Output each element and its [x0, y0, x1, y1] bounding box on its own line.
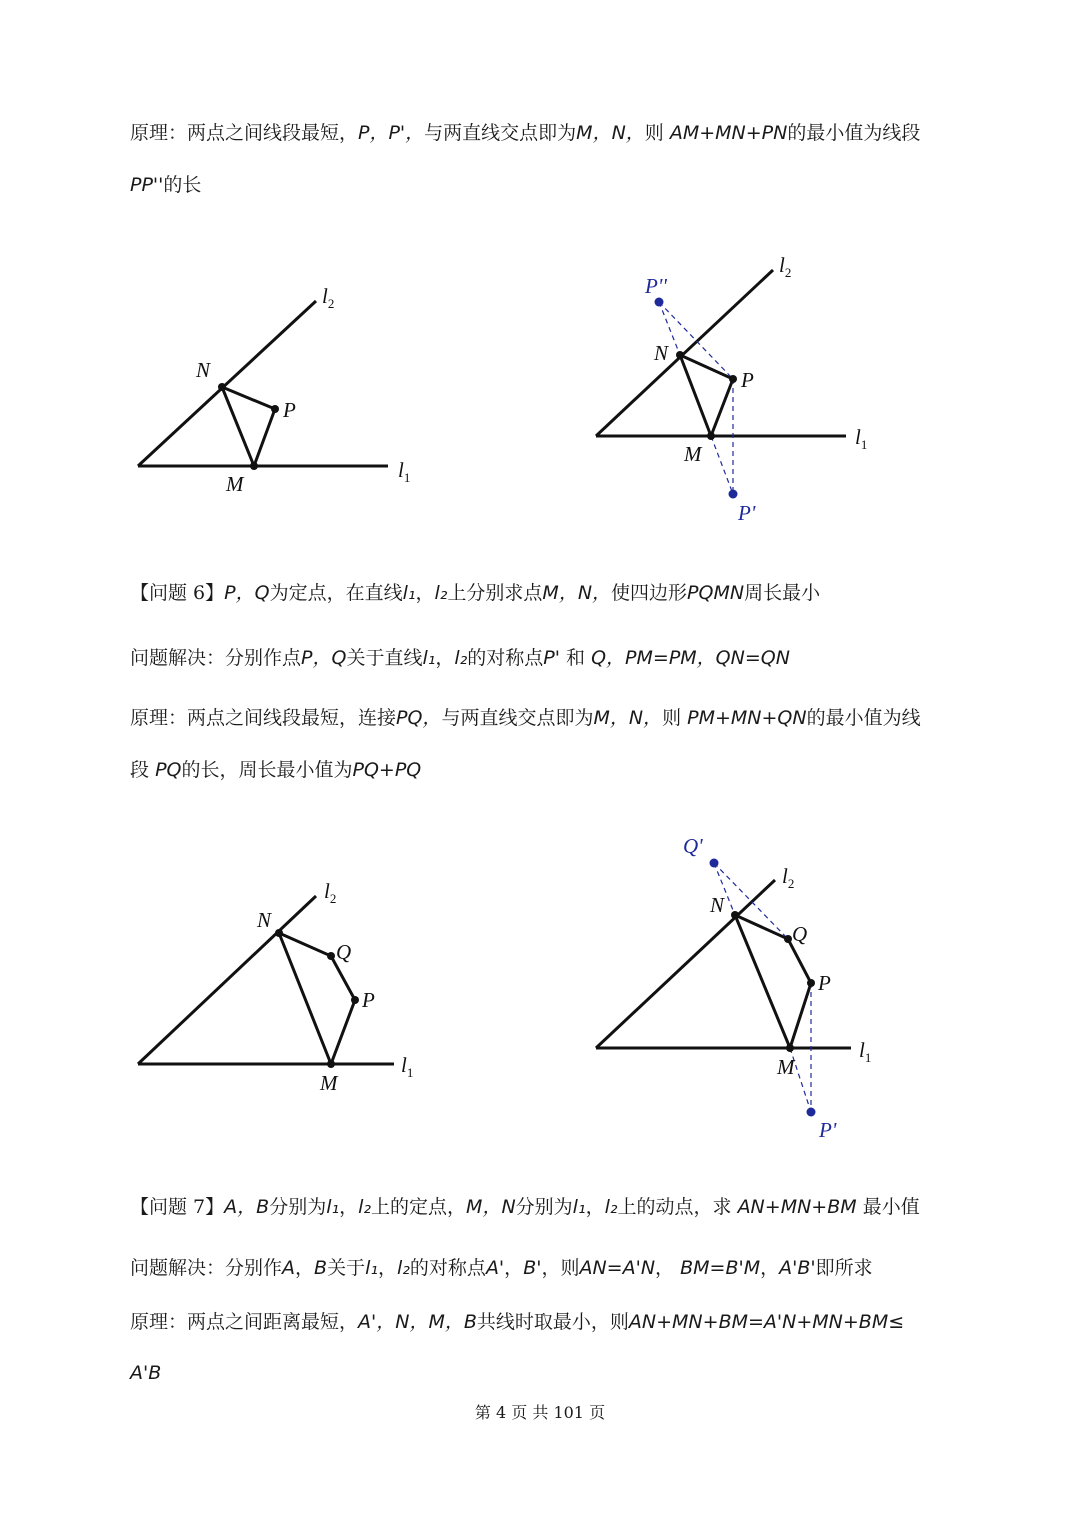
page-footer: 第 4 页 共 101 页: [474, 1403, 606, 1422]
fig3-label-p: P: [362, 988, 375, 1012]
fig4-label-qprime: Q': [683, 834, 703, 858]
fig4-label-n: N: [710, 893, 725, 917]
fig1-label-p: P: [283, 398, 296, 422]
fig3-label-q: Q: [336, 940, 352, 964]
fig1-line-l2: [138, 301, 316, 466]
fig2-label-l2: $l_2$: [779, 253, 792, 280]
fig1-point-m: [250, 462, 258, 470]
fig2-path-npm: [680, 355, 733, 436]
problem-7-solution: 问题解决：分别作A，B关于l₁，l₂的对称点A'，B'，则AN=A'N， BM=B'M，A'B'即所求: [130, 1257, 873, 1279]
problem-6-statement: 【问题 6】P，Q为定点，在直线l₁，l₂上分别求点M，N，使四边形PQMN周长最小: [130, 582, 821, 604]
fig3-line-l2: [138, 896, 316, 1064]
fig3-label-m: M: [320, 1071, 338, 1095]
fig4-label-m: M: [777, 1055, 795, 1079]
fig4-label-l2: $l_2$: [782, 864, 795, 891]
fig4-label-pprime: P': [819, 1118, 837, 1142]
problem-6-principle: 原理：两点之间线段最短，连接PQ，与两直线交点即为M，N，则 PM+MN+QN的最小值为线: [130, 707, 921, 729]
fig3-label-n: N: [257, 908, 272, 932]
fig2-line-l2: [596, 270, 773, 436]
fig4-label-p: P: [818, 971, 831, 995]
fig2-point-p: [729, 375, 737, 383]
fig2-label-ppp: P'': [645, 274, 667, 298]
fig4-point-qprime: [710, 859, 719, 868]
fig4-point-m: [786, 1044, 794, 1052]
fig4-point-pprime: [807, 1108, 816, 1117]
fig2-points: [644, 253, 867, 525]
fig1-point-n: [218, 383, 226, 391]
fig2-dash-m-pp: [711, 436, 733, 494]
fig1-label-m: M: [226, 472, 244, 496]
fig2-point-pprime: [729, 490, 738, 499]
problem-6-solution: 问题解决：分别作点P，Q关于直线l₁，l₂的对称点P' 和 Q，PM=PM，QN=QN: [130, 647, 790, 669]
problem-7-statement: 【问题 7】A，B分别为l₁，l₂上的定点，M，N分别为l₁，l₂上的动点，求 AN+MN+BM 最小值: [130, 1196, 920, 1218]
fig4-point-p: [807, 979, 815, 987]
fig2-label-m: M: [684, 442, 702, 466]
fig4-points: [683, 834, 871, 1142]
fig3-point-p: [351, 996, 359, 1004]
fig1-point-p: [271, 405, 279, 413]
fig1-path-npm: [222, 387, 275, 466]
fig3-label-l2: $l_2$: [324, 879, 337, 906]
fig3-point-n: [275, 929, 283, 937]
fig2-label-p: P: [741, 368, 754, 392]
fig4-point-n: [731, 911, 739, 919]
figure-1: [138, 301, 388, 466]
problem-6-principle-2: 段 PQ的长，周长最小值为PQ+PQ: [130, 759, 422, 781]
fig2-label-n: N: [654, 341, 669, 365]
fig1-label-l1: $l_1$: [398, 458, 411, 485]
fig3-point-q: [327, 952, 335, 960]
principle-5-line-1: 原理：两点之间线段最短，P，P'，与两直线交点即为M，N，则 AM+MN+PN的最小值为线段: [130, 122, 921, 144]
fig3-label-l1: $l_1$: [401, 1053, 414, 1080]
fig2-label-l1: $l_1$: [855, 425, 868, 452]
fig2-point-m: [707, 432, 715, 440]
fig4-point-q: [784, 935, 792, 943]
fig2-label-pprime: P': [738, 501, 756, 525]
fig1-label-n: N: [196, 358, 211, 382]
problem-7-principle-2: A'B: [130, 1362, 162, 1384]
fig4-line-l2: [596, 880, 775, 1048]
fig4-label-q: Q: [792, 922, 808, 946]
figure-2: [596, 270, 846, 436]
fig2-point-ppp: [655, 298, 664, 307]
fig4-construction: [714, 863, 811, 1112]
principle-5-line-2: PP''的长: [130, 174, 202, 196]
fig2-point-n: [676, 351, 684, 359]
fig1-label-l2: $l_2$: [322, 284, 335, 311]
fig3-point-m: [327, 1060, 335, 1068]
problem-7-principle: 原理：两点之间距离最短，A'，N，M，B共线时取最小，则AN+MN+BM=A'N+MN+BM≤: [130, 1311, 905, 1333]
fig4-label-l1: $l_1$: [859, 1038, 872, 1065]
